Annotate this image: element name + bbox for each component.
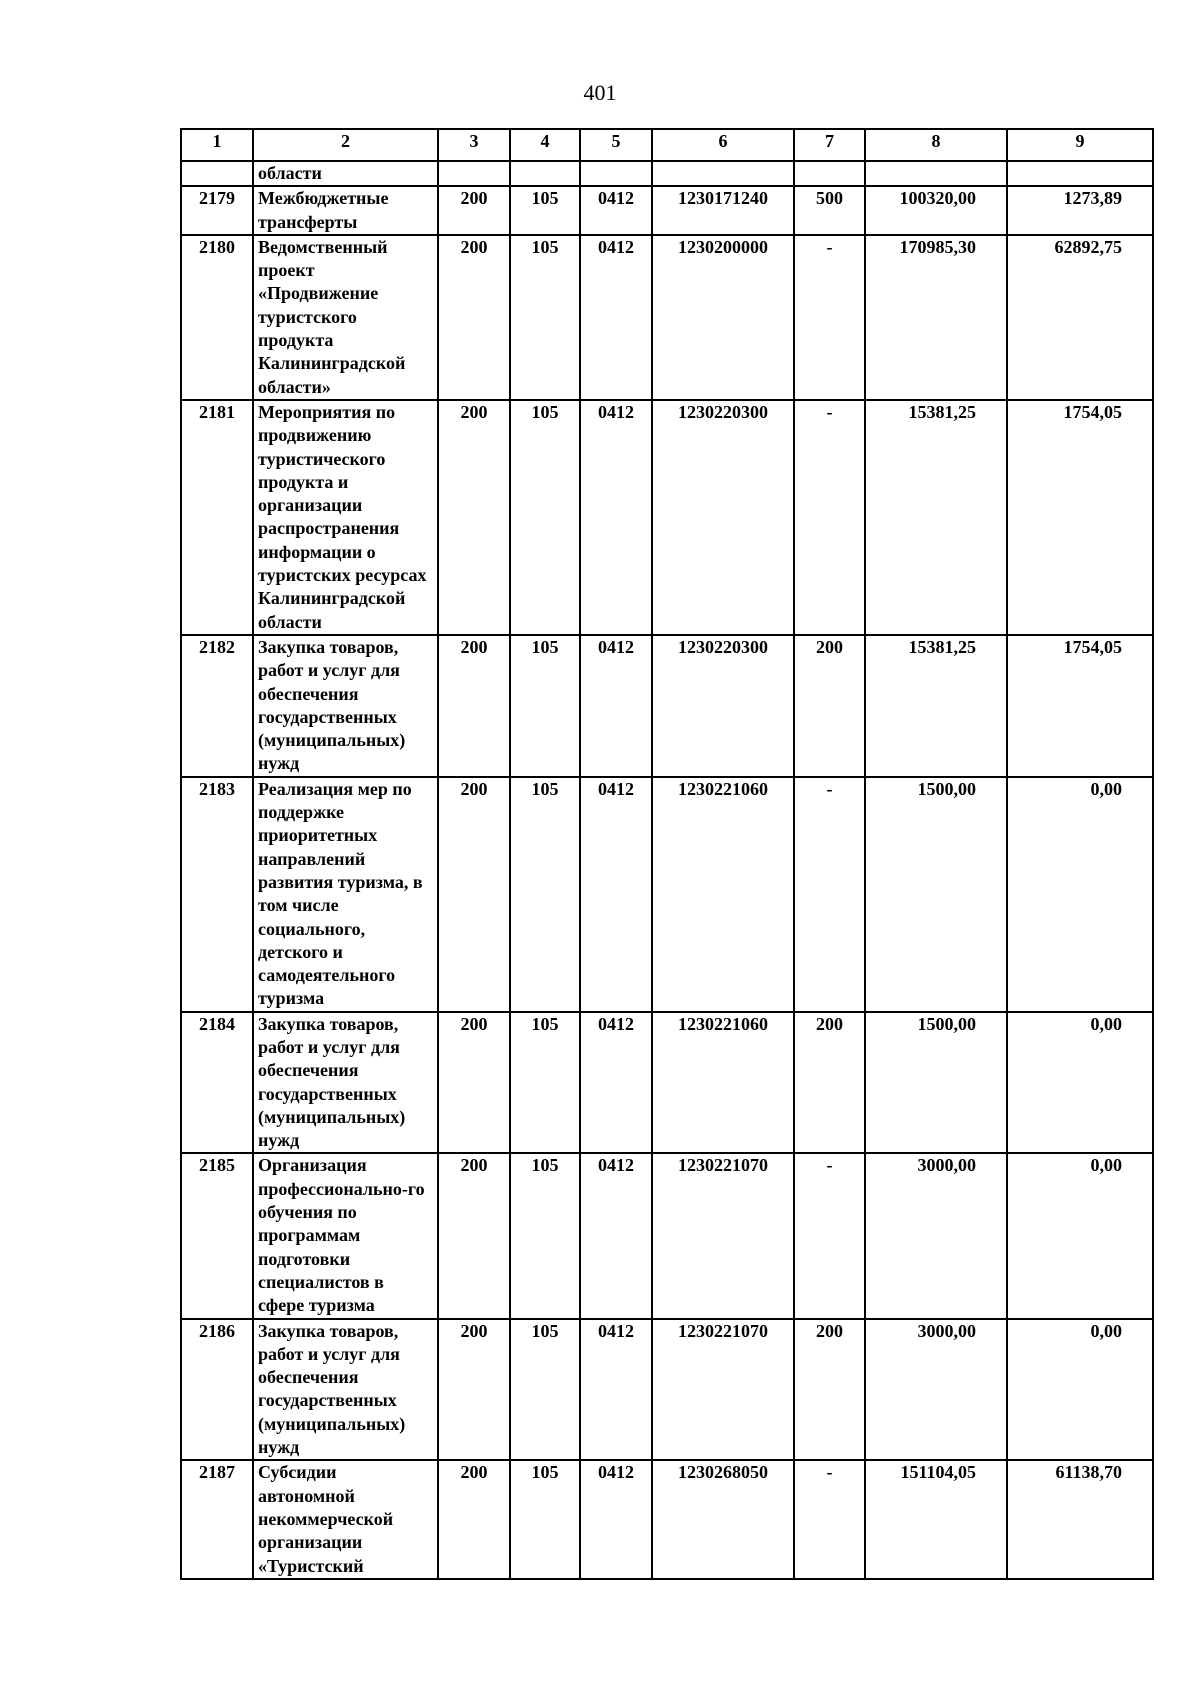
cell-col6: 1230221060	[652, 1012, 794, 1154]
cell-col7: -	[794, 1460, 865, 1578]
row-number: 2179	[181, 186, 253, 235]
cell-col4: 105	[510, 1319, 580, 1461]
table-row	[181, 1153, 1153, 1318]
cell-col6: 1230220300	[652, 400, 794, 635]
row-number: 2181	[181, 400, 253, 635]
cell-col9: 0,00	[1007, 1153, 1153, 1318]
column-header: 6	[652, 129, 794, 161]
cell-col3: 200	[438, 635, 510, 777]
cell-col5: 0412	[580, 186, 652, 235]
cell-col3: 200	[438, 1153, 510, 1318]
column-header: 2	[253, 129, 438, 161]
cell-col8: 1500,00	[865, 777, 1007, 1012]
cell-col7: 500	[794, 186, 865, 235]
cell-col7: -	[794, 1153, 865, 1318]
cell-col7: 200	[794, 1012, 865, 1154]
cell-col3: 200	[438, 1460, 510, 1578]
table-row	[181, 1012, 1153, 1154]
row-number: 2182	[181, 635, 253, 777]
cell-col9	[1007, 161, 1153, 186]
row-number: 2180	[181, 235, 253, 400]
table-row	[181, 235, 1153, 400]
cell-col9: 1273,89	[1007, 186, 1153, 235]
cell-col8: 1500,00	[865, 1012, 1007, 1154]
column-header: 8	[865, 129, 1007, 161]
cell-col3: 200	[438, 400, 510, 635]
row-number: 2183	[181, 777, 253, 1012]
cell-col9: 61138,70	[1007, 1460, 1153, 1578]
item-name: Ведомственный проект «Продвижение туристского продукта Калининградской области»	[253, 235, 438, 400]
cell-col4: 105	[510, 635, 580, 777]
cell-col8: 170985,30	[865, 235, 1007, 400]
cell-col7: -	[794, 400, 865, 635]
cell-col5: 0412	[580, 400, 652, 635]
cell-col8: 15381,25	[865, 635, 1007, 777]
column-header: 3	[438, 129, 510, 161]
cell-col4: 105	[510, 1460, 580, 1578]
cell-col4: 105	[510, 1153, 580, 1318]
column-header: 4	[510, 129, 580, 161]
cell-col9: 1754,05	[1007, 400, 1153, 635]
cell-col4: 105	[510, 235, 580, 400]
cell-col6: 1230171240	[652, 186, 794, 235]
item-name: Мероприятия по продвижению туристического продукта и организации распространения информации о туристских ресурсах Калининградской области	[253, 400, 438, 635]
column-header: 9	[1007, 129, 1153, 161]
item-name: Закупка товаров, работ и услуг для обеспечения государственных (муниципальных) нужд	[253, 635, 438, 777]
cell-col7: -	[794, 235, 865, 400]
cell-col6: 1230221060	[652, 777, 794, 1012]
cell-col3: 200	[438, 235, 510, 400]
row-number: 2184	[181, 1012, 253, 1154]
cell-col9: 62892,75	[1007, 235, 1153, 400]
cell-col9: 0,00	[1007, 777, 1153, 1012]
table-row	[181, 161, 1153, 186]
cell-col6: 1230221070	[652, 1153, 794, 1318]
cell-col5: 0412	[580, 235, 652, 400]
item-name: Закупка товаров, работ и услуг для обеспечения государственных (муниципальных) нужд	[253, 1012, 438, 1154]
cell-col6: 1230220300	[652, 635, 794, 777]
cell-col3	[438, 161, 510, 186]
table-row	[181, 1319, 1153, 1461]
cell-col3: 200	[438, 777, 510, 1012]
budget-table	[180, 128, 1154, 1580]
cell-col5: 0412	[580, 777, 652, 1012]
row-number: 2186	[181, 1319, 253, 1461]
cell-col4	[510, 161, 580, 186]
column-header: 1	[181, 129, 253, 161]
cell-col7: 200	[794, 635, 865, 777]
item-name: области	[253, 161, 438, 186]
cell-col4: 105	[510, 777, 580, 1012]
cell-col8: 3000,00	[865, 1153, 1007, 1318]
cell-col8	[865, 161, 1007, 186]
cell-col5: 0412	[580, 1460, 652, 1578]
column-header: 5	[580, 129, 652, 161]
cell-col7: 200	[794, 1319, 865, 1461]
cell-col5: 0412	[580, 1012, 652, 1154]
column-header: 7	[794, 129, 865, 161]
cell-col3: 200	[438, 1012, 510, 1154]
cell-col8: 15381,25	[865, 400, 1007, 635]
table-row	[181, 777, 1153, 1012]
cell-col9: 0,00	[1007, 1012, 1153, 1154]
cell-col3: 200	[438, 186, 510, 235]
cell-col6: 1230268050	[652, 1460, 794, 1578]
row-number: 2187	[181, 1460, 253, 1578]
cell-col8: 151104,05	[865, 1460, 1007, 1578]
cell-col5	[580, 161, 652, 186]
row-number: 2185	[181, 1153, 253, 1318]
table-row	[181, 635, 1153, 777]
cell-col5: 0412	[580, 1153, 652, 1318]
cell-col9: 0,00	[1007, 1319, 1153, 1461]
cell-col8: 100320,00	[865, 186, 1007, 235]
cell-col6: 1230221070	[652, 1319, 794, 1461]
item-name: Субсидии автономной некоммерческой организации «Туристский	[253, 1460, 438, 1578]
cell-col3: 200	[438, 1319, 510, 1461]
cell-col6: 1230200000	[652, 235, 794, 400]
cell-col4: 105	[510, 186, 580, 235]
item-name: Межбюджетные трансферты	[253, 186, 438, 235]
item-name: Закупка товаров, работ и услуг для обеспечения государственных (муниципальных) нужд	[253, 1319, 438, 1461]
cell-col5: 0412	[580, 635, 652, 777]
page-number: 401	[583, 80, 617, 105]
cell-col9: 1754,05	[1007, 635, 1153, 777]
cell-col7: -	[794, 777, 865, 1012]
item-name: Реализация мер по поддержке приоритетных направлений развития туризма, в том числе социального, детского и самодеятельного туризма	[253, 777, 438, 1012]
cell-col8: 3000,00	[865, 1319, 1007, 1461]
table-row	[181, 1460, 1153, 1578]
cell-col6	[652, 161, 794, 186]
table-row	[181, 400, 1153, 635]
table-row	[181, 186, 1153, 235]
table-header-row	[181, 129, 1153, 161]
cell-col5: 0412	[580, 1319, 652, 1461]
cell-col4: 105	[510, 400, 580, 635]
item-name: Организация профессионально-го обучения по программам подготовки специалистов в сфере туризма	[253, 1153, 438, 1318]
cell-col4: 105	[510, 1012, 580, 1154]
cell-col7	[794, 161, 865, 186]
row-number	[181, 161, 253, 186]
